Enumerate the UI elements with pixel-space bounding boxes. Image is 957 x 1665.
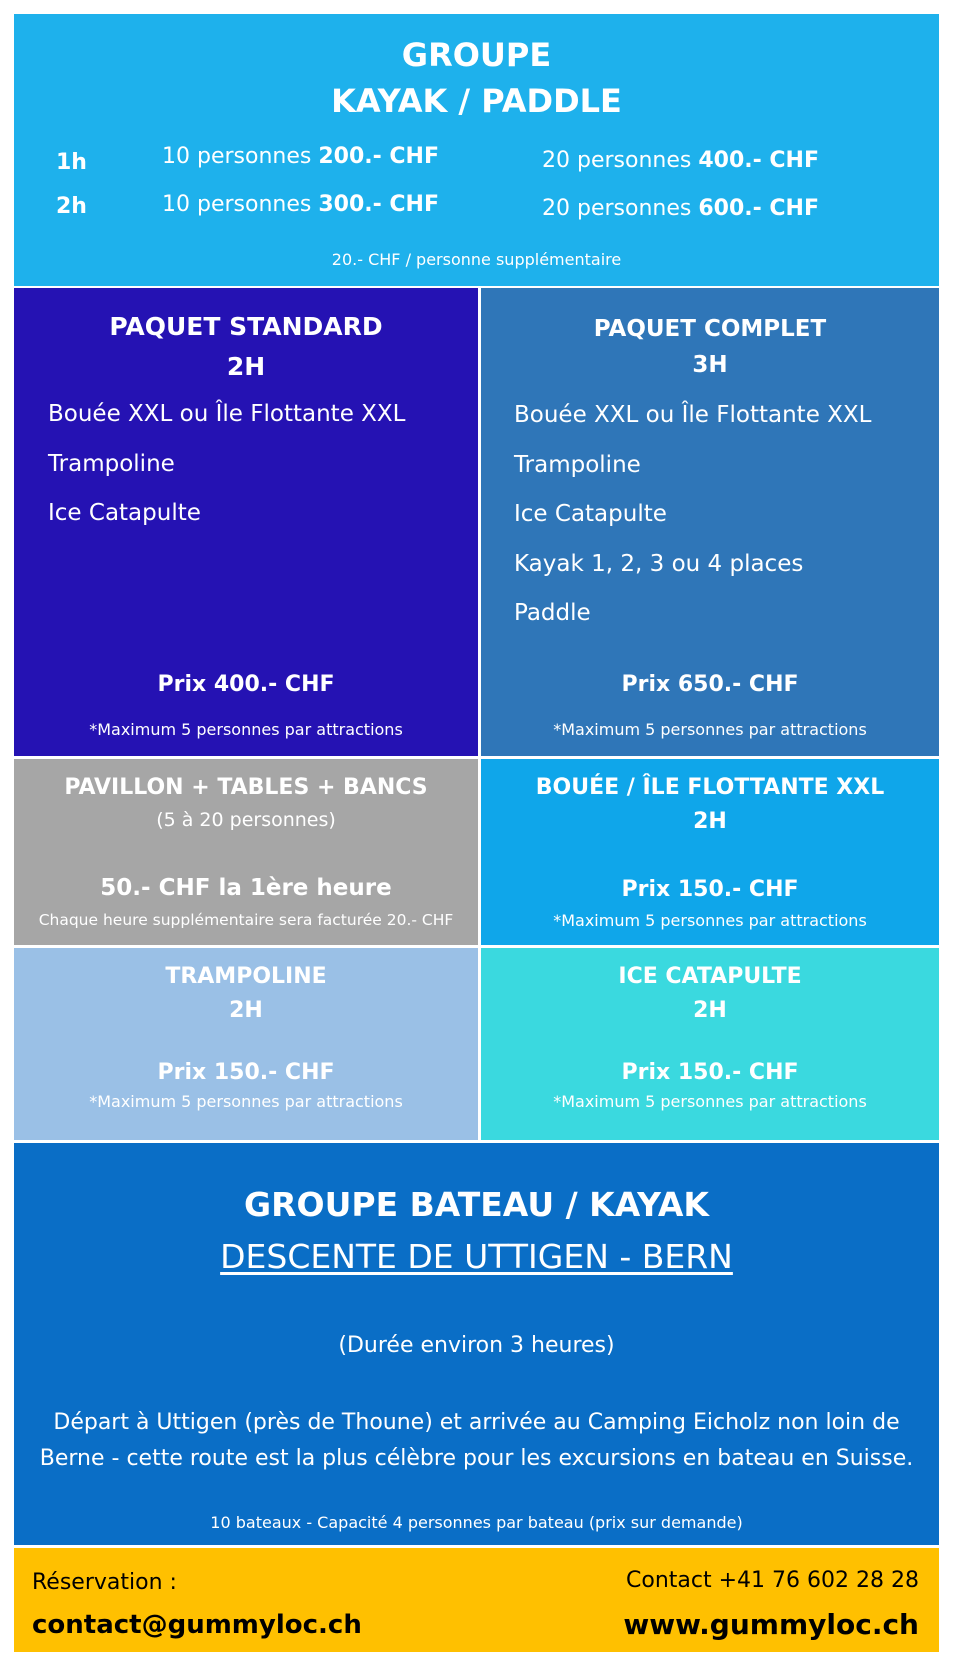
boat-subtitle-wrap [14, 1237, 939, 1276]
kayak-title-line2: KAYAK / PADDLE [331, 82, 622, 120]
complete-title: PAQUET COMPLET [593, 316, 827, 342]
boat-description [24, 1405, 929, 1477]
standard-price: Prix 400.- CHF [157, 672, 335, 697]
buoy-duration: 2H [693, 809, 727, 834]
boat-section [14, 1143, 939, 1545]
row1-right-price [542, 148, 819, 173]
boat-duration: (Durée environ 3 heures) [338, 1333, 615, 1358]
pavilion-note: Chaque heure supplémentaire sera facturée 20.- CHF [38, 911, 454, 929]
buoy-title: BOUÉE / ÎLE FLOTTANTE XXL [535, 775, 885, 800]
supplement-note: 20.- CHF / personne supplémentaire [331, 250, 622, 269]
reservation-label: Réservation : [32, 1570, 177, 1595]
contact-email[interactable]: contact@gummyloc.ch [32, 1610, 362, 1640]
ice-catapult-section [481, 948, 939, 1140]
standard-title: PAQUET STANDARD [109, 312, 383, 341]
trampoline-note: *Maximum 5 personnes par attractions [89, 1092, 403, 1111]
ice-title: ICE CATAPULTE [618, 964, 802, 989]
row2-left-text: 10 personnes [162, 192, 319, 217]
row1-left-price [162, 144, 439, 169]
row1-right-amount: 400.- CHF [698, 148, 819, 173]
standard-item: Trampoline [48, 450, 175, 477]
row2-right-amount: 600.- CHF [698, 196, 819, 221]
boat-title: GROUPE BATEAU / KAYAK [244, 1185, 709, 1224]
complete-note: *Maximum 5 personnes par attractions [553, 720, 867, 739]
pavilion-price: 50.- CHF la 1ère heure [100, 875, 392, 901]
buoy-note: *Maximum 5 personnes par attractions [553, 911, 867, 930]
row2-duration: 2h [56, 194, 87, 219]
trampoline-section [14, 948, 478, 1140]
row2-left-amount: 300.- CHF [318, 192, 439, 217]
website-link[interactable]: www.gummyloc.ch [623, 1608, 919, 1641]
kayak-paddle-section [14, 14, 939, 286]
buoy-price: Prix 150.- CHF [621, 877, 799, 902]
buoy-section [481, 759, 939, 945]
row2-right-text: 20 personnes [542, 196, 699, 221]
complete-items [514, 391, 871, 639]
boat-capacity: 10 bateaux - Capacité 4 personnes par bateau (prix sur demande) [210, 1513, 743, 1532]
complete-price: Prix 650.- CHF [621, 672, 799, 697]
standard-item: Ice Catapulte [48, 500, 201, 526]
row2-right-price [542, 196, 819, 221]
standard-items [48, 390, 405, 539]
pavilion-section [14, 759, 478, 945]
ice-duration: 2H [693, 998, 727, 1023]
complete-item: Paddle [514, 600, 591, 626]
complete-duration: 3H [692, 352, 728, 378]
row1-left-amount: 200.- CHF [318, 144, 439, 169]
row1-left-text: 10 personnes [162, 144, 319, 169]
ice-note: *Maximum 5 personnes par attractions [553, 1092, 867, 1111]
standard-item: Bouée XXL ou Île Flottante XXL [48, 401, 406, 427]
complete-item: Ice Catapulte [514, 501, 667, 527]
ice-price: Prix 150.- CHF [621, 1060, 799, 1085]
standard-package [14, 288, 478, 756]
row1-right-text: 20 personnes [542, 148, 699, 173]
complete-item: Bouée XXL ou Île Flottante XXL [514, 402, 872, 428]
footer [14, 1548, 939, 1652]
complete-item: Kayak 1, 2, 3 ou 4 places [514, 550, 804, 577]
boat-description-line1: Départ à Uttigen (près de Thoune) et arrivée au Camping Eicholz non loin de [53, 1410, 900, 1435]
pavilion-subtitle: (5 à 20 personnes) [156, 809, 336, 831]
kayak-title-line1: GROUPE [401, 36, 552, 74]
contact-phone[interactable]: Contact +41 76 602 28 28 [626, 1568, 919, 1593]
standard-duration: 2H [226, 352, 266, 381]
row2-left-price [162, 192, 439, 217]
boat-description-line2: Berne - cette route est la plus célèbre pour les excursions en bateau en Suisse. [39, 1446, 914, 1471]
pavilion-title: PAVILLON + TABLES + BANCS [64, 775, 428, 800]
standard-note: *Maximum 5 personnes par attractions [89, 720, 403, 739]
trampoline-price: Prix 150.- CHF [157, 1060, 335, 1085]
row1-duration: 1h [56, 150, 87, 175]
complete-package [481, 288, 939, 756]
trampoline-title: TRAMPOLINE [165, 964, 327, 989]
trampoline-duration: 2H [229, 998, 263, 1023]
boat-subtitle: DESCENTE DE UTTIGEN - BERN [220, 1237, 733, 1276]
complete-item: Trampoline [514, 451, 641, 478]
